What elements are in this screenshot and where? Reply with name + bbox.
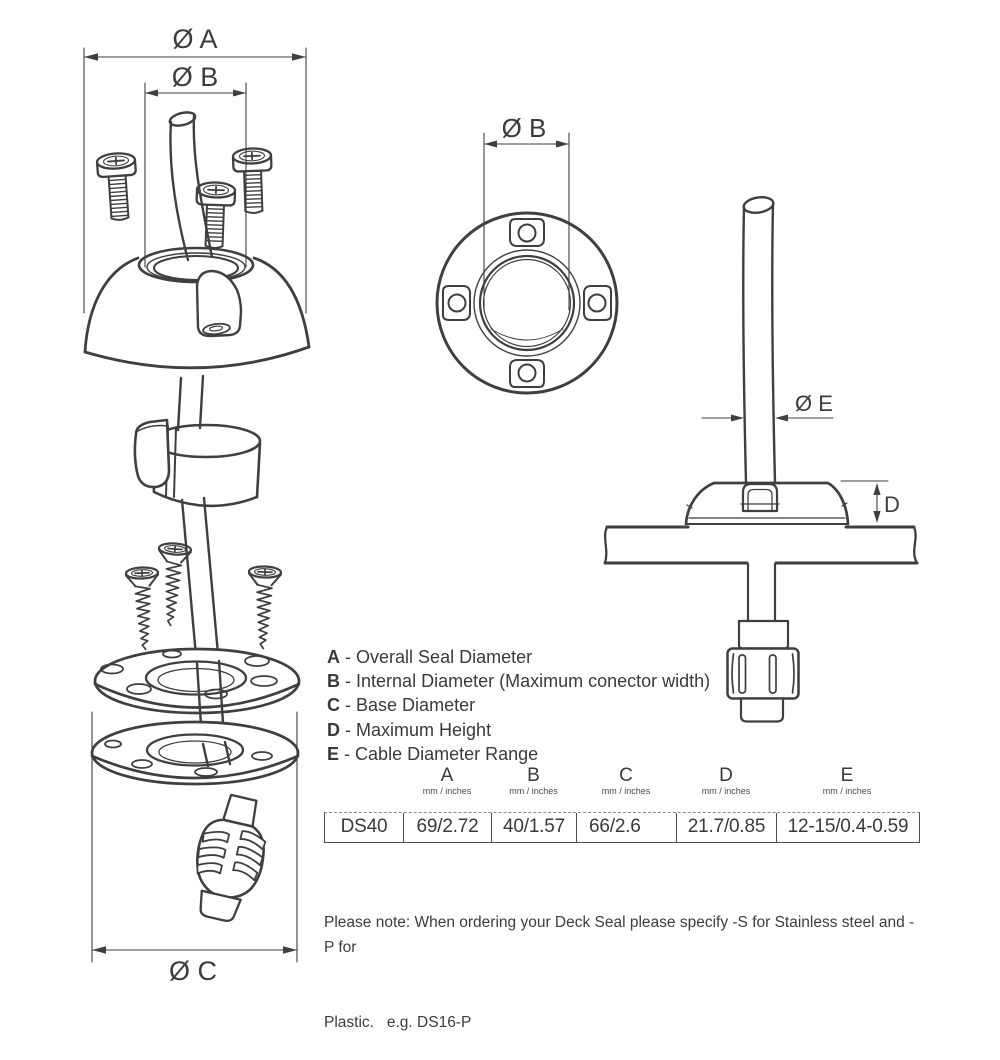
legend-item-d [327,718,710,742]
column-header-d [676,766,776,796]
dim-a-arrow-left [84,53,98,61]
cable-connector [184,790,276,926]
machine-screw-right [233,148,273,214]
column-letter: B [527,765,540,786]
column-unit: mm / inches [601,786,651,796]
legend-sep: - [344,743,351,764]
dim-b-extension-lines [145,83,246,267]
phillips-drive-icon [208,187,224,194]
mounting-tabs [443,219,611,387]
wood-screw-right [246,566,281,649]
dim-b-top-arrow-left [484,141,497,148]
column-letter: D [719,765,733,786]
legend-desc: Overall Seal Diameter [356,647,533,667]
dim-label-d: D [884,492,900,517]
screw-threads [135,586,152,650]
spec-table [324,766,918,846]
dim-c-arrow-right [283,946,297,954]
legend-item-c [327,693,710,717]
cable-mid-segment [178,376,203,430]
lower-flange [92,722,298,784]
side-cable [743,195,775,483]
dome-left-edge [85,258,138,352]
dim-label-b: Ø B [171,62,219,92]
below-deck-cable [748,564,775,621]
dome-opening-mid-rim [147,253,245,281]
mounting-tab-bottom [510,360,544,387]
value-cell-e: 12-15/0.4-0.59 [787,816,909,837]
dim-label-a: Ø A [172,24,218,54]
wood-screw-left [126,567,161,650]
mounting-tab-top [510,219,544,246]
dim-b-arrow-left [145,90,158,97]
deck-break-right [914,527,917,563]
dim-e-arrow-left [731,415,744,422]
dome-base-edge [85,347,309,368]
gland-neck [739,621,788,649]
value-cell-d: 21.7/0.85 [677,813,777,842]
column-header-b [491,766,576,796]
phillips-drive-icon [108,157,124,165]
column-unit: mm / inches [509,786,558,796]
split-seal-bung [135,420,260,506]
legend-item-a [327,645,710,669]
dim-b-arrow-right [233,90,246,97]
dome-right-edge [254,258,309,347]
dimension-legend [327,645,710,766]
column-letter: C [619,765,633,786]
opening-circle-inner [484,260,571,347]
dim-cable-diameter-e [702,391,833,422]
dim-b-top-extension-lines [484,133,569,310]
dim-label-b-top: Ø B [501,113,547,143]
installed-dome [686,483,848,524]
top-view [437,113,617,393]
column-letter: E [840,765,854,786]
legend-desc: Maximum Height [356,719,492,740]
column-header-c [576,766,676,796]
model-cell: DS40 [325,813,404,842]
dim-e-arrow-right [775,415,788,422]
cable-end-cap [168,110,196,128]
screw-threads [162,561,181,625]
legend-key: A [327,647,340,667]
legend-desc: Internal Diameter (Maximum conector width) [356,671,711,692]
legend-key: D [327,719,340,740]
legend-key: B [327,671,340,692]
dim-d-arrow-up [873,483,880,495]
exploded-view [84,24,309,986]
legend-desc: Cable Diameter Range [355,743,539,764]
table-row [324,812,920,843]
dome-cap [85,248,309,368]
mounting-tab-right [584,286,611,320]
column-letter: A [440,765,454,786]
mounting-tab-left [443,286,470,320]
legend-desc: Base Diameter [356,695,476,716]
column-unit: mm / inches [822,786,872,796]
ordering-note-line2: Plastic. e.g. DS16-P [324,1014,472,1031]
value-cell-c: 66/2.6 [577,813,677,842]
deck-plank [605,527,917,563]
gland-bottom-fitting [741,699,783,722]
value-cell-a: 69/2.72 [404,813,492,842]
ordering-note [324,860,924,1060]
side-cable-end-cap [743,195,775,215]
legend-sep: - [345,719,352,740]
machine-screw-left [97,152,140,221]
wood-screws [126,542,281,650]
screw-threads [206,209,224,242]
phillips-drive-icon [258,569,272,574]
dim-label-c: Ø C [168,956,218,986]
value-cell-b: 40/1.57 [492,813,577,842]
opening-circle [480,256,574,350]
flange-outer-circle [437,213,617,393]
screw-threads [244,175,262,208]
legend-sep: - [345,695,352,716]
screw-threads [255,585,272,649]
dim-d-arrow-down [873,511,880,523]
legend-key: C [327,695,340,716]
below-deck-assembly [728,564,799,722]
dim-c-arrow-left [92,946,106,954]
column-unit: mm / inches [422,786,472,796]
dim-internal-diameter-b-top [484,113,569,310]
legend-item-e [327,742,710,766]
cable-lower-segment [182,498,218,656]
legend-sep: - [345,647,352,667]
deck-break-left [605,527,607,563]
dim-max-height-d [841,481,900,523]
column-header-a [403,766,491,796]
side-view [605,195,917,721]
phillips-drive-icon [135,570,149,575]
legend-item-b [327,669,710,693]
dim-b-top-arrow-right [556,141,569,148]
dim-label-e: Ø E [795,391,833,416]
ordering-note-line1: Please note: When ordering your Deck Seal please specify -S for Stainless steel and -P for [324,914,915,956]
column-header-e [776,766,918,796]
legend-sep: - [345,671,352,692]
dim-a-arrow-right [292,53,306,61]
wood-screw-middle [154,542,192,626]
legend-key: E [327,743,340,764]
column-unit: mm / inches [701,786,751,796]
